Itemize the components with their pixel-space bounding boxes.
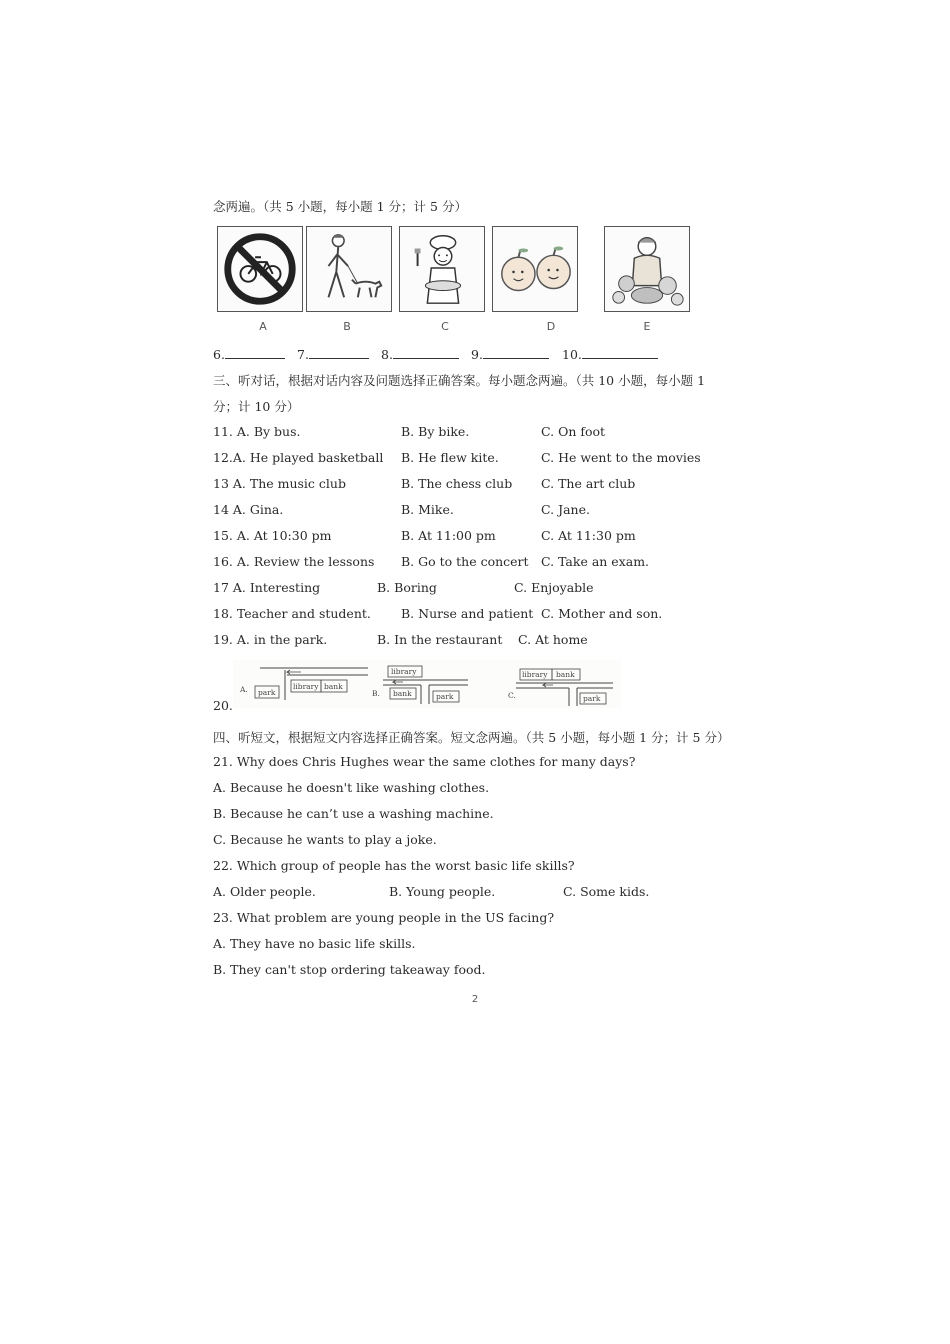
option-a[interactable]: 14 A. Gina.: [213, 502, 284, 517]
picture-a-label: A: [259, 320, 267, 333]
q23-question: 23. What problem are young people in the US facing?: [213, 910, 555, 925]
option-b[interactable]: B. Go to the concert: [401, 554, 529, 569]
map-option-a[interactable]: [239, 668, 368, 700]
picture-b: [306, 226, 392, 312]
chef-with-cake-icon: [400, 227, 484, 311]
option-b[interactable]: B. Mike.: [401, 502, 454, 517]
blank-number: 9.: [471, 347, 483, 362]
picture-d-label: D: [546, 320, 556, 333]
option-b[interactable]: B. Boring: [377, 580, 437, 595]
section3-title-cont: 分；计 10 分）: [213, 399, 300, 414]
answer-blank-6[interactable]: [213, 346, 285, 362]
option-a[interactable]: 11. A. By bus.: [213, 424, 301, 439]
map-a-park: park: [258, 688, 276, 697]
section3-title: 三、听对话，根据对话内容及问题选择正确答案。每小题念两遍。（共 10 小题，每小题 1: [213, 373, 706, 388]
map-c-bank: bank: [556, 670, 575, 679]
q23-option-b[interactable]: B. They can't stop ordering takeaway food.: [213, 962, 486, 977]
option-c[interactable]: C. The art club: [541, 476, 636, 491]
option-b[interactable]: B. By bike.: [401, 424, 470, 439]
answer-blank-9[interactable]: [471, 346, 549, 362]
answer-blank-7[interactable]: [297, 346, 369, 362]
q20-number: 20.: [213, 698, 233, 713]
option-a[interactable]: 16. A. Review the lessons: [213, 554, 375, 569]
no-bicycle-sign-icon: [218, 227, 302, 311]
map-a-library: library: [293, 682, 319, 691]
option-c[interactable]: C. Jane.: [541, 502, 590, 517]
q20-maps: [233, 660, 621, 708]
picture-c-label: C: [441, 320, 449, 333]
woman-with-vegetables-icon: [605, 227, 689, 311]
option-c[interactable]: C. At home: [518, 632, 588, 647]
option-a[interactable]: 18. Teacher and student.: [213, 606, 371, 621]
map-b-bank: bank: [393, 689, 412, 698]
map-a-label: A.: [240, 685, 248, 694]
map-b-park: park: [436, 692, 454, 701]
option-a[interactable]: 19. A. in the park.: [213, 632, 328, 647]
option-a[interactable]: 17 A. Interesting: [213, 580, 321, 595]
option-b[interactable]: B. The chess club: [401, 476, 513, 491]
q22-option-c[interactable]: C. Some kids.: [563, 884, 650, 899]
option-c[interactable]: C. Take an exam.: [541, 554, 650, 569]
map-c-library: library: [522, 670, 548, 679]
map-c-label: C.: [508, 691, 516, 700]
option-a[interactable]: 13 A. The music club: [213, 476, 346, 491]
option-c[interactable]: C. Mother and son.: [541, 606, 663, 621]
q21-option-c[interactable]: C. Because he wants to play a joke.: [213, 832, 437, 847]
picture-e-label: E: [643, 320, 651, 333]
q23-option-a[interactable]: A. They have no basic life skills.: [213, 936, 416, 951]
map-b-label: B.: [372, 689, 380, 698]
section4-title: 四、听短文，根据短文内容选择正确答案。短文念两遍。（共 5 小题，每小题 1 分；计 5 分）: [213, 730, 730, 745]
option-b[interactable]: B. At 11:00 pm: [401, 528, 496, 543]
blank-number: 8.: [381, 347, 393, 362]
blank-number: 10.: [562, 347, 582, 362]
map-option-b[interactable]: [372, 666, 468, 704]
section2-intro: 念两遍。（共 5 小题，每小题 1 分；计 5 分）: [213, 199, 467, 214]
man-walking-dog-icon: [307, 227, 391, 311]
picture-c: [399, 226, 485, 312]
two-apples-icon: [493, 227, 577, 311]
picture-a: [217, 226, 303, 312]
map-c-park: park: [583, 694, 601, 703]
option-c[interactable]: C. He went to the movies: [541, 450, 701, 465]
q22-option-a[interactable]: A. Older people.: [213, 884, 316, 899]
picture-e: [604, 226, 690, 312]
answer-blank-8[interactable]: [381, 346, 459, 362]
blank-number: 7.: [297, 347, 309, 362]
picture-d: [492, 226, 578, 312]
q22-question: 22. Which group of people has the worst basic life skills?: [213, 858, 575, 873]
option-b[interactable]: B. Nurse and patient: [401, 606, 534, 621]
option-c[interactable]: C. On foot: [541, 424, 606, 439]
option-b[interactable]: B. In the restaurant: [377, 632, 503, 647]
option-b[interactable]: B. He flew kite.: [401, 450, 499, 465]
q21-option-a[interactable]: A. Because he doesn't like washing clothes.: [213, 780, 490, 795]
q22-option-b[interactable]: B. Young people.: [389, 884, 496, 899]
picture-b-label: B: [343, 320, 351, 333]
q21-option-b[interactable]: B. Because he can’t use a washing machine.: [213, 806, 494, 821]
option-c[interactable]: C. At 11:30 pm: [541, 528, 636, 543]
option-c[interactable]: C. Enjoyable: [514, 580, 594, 595]
map-a-bank: bank: [324, 682, 343, 691]
option-a[interactable]: 15. A. At 10:30 pm: [213, 528, 332, 543]
map-option-c[interactable]: [508, 669, 613, 706]
q21-question: 21. Why does Chris Hughes wear the same clothes for many days?: [213, 754, 636, 769]
answer-blank-10[interactable]: [562, 346, 658, 362]
map-b-library: library: [391, 667, 417, 676]
page-number: 2: [471, 994, 479, 1005]
blank-number: 6.: [213, 347, 225, 362]
option-a[interactable]: 12.A. He played basketball: [213, 450, 384, 465]
